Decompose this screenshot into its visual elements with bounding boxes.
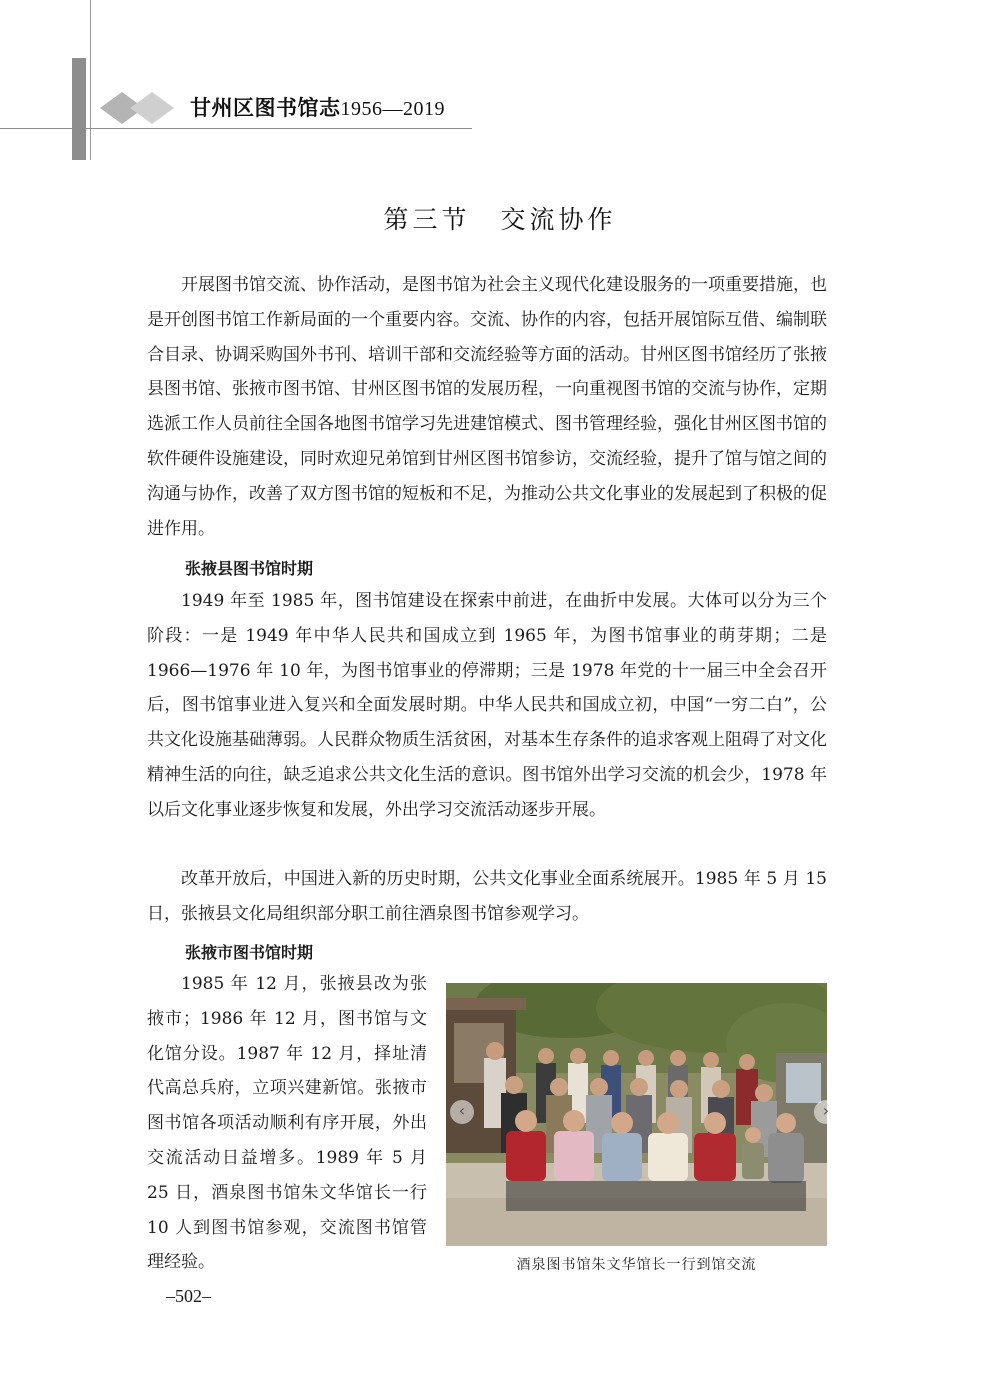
county-period-heading: 张掖县图书馆时期 (185, 559, 314, 578)
county-period-paragraph-1: 1949 年至 1985 年，图书馆建设在探索中前进，在曲折中发展。大体可以分为三个阶段：一是 1949 年中华人民共和国成立到 1965 年，为图书馆事业的萌芽期；二是 1966—1976 年 10 年，为图书馆事业的停滞期；三是 1978 年党的十一届三中全会召开后，图书馆事业进入复兴和全面发展时期。中华人民共和国成立初，中国“一穷二白”，公共文化设施基础薄弱。人民群众物质生活贫困，对基本生存条件的追求客观上阻碍了对文化精神生活的向往，缺乏追求公共文化生活的意识。图书馆外出学习交流的机会少，1978 年以后文化事业逐步恢复和发展，外出学习交流活动逐步开展。 (147, 591, 827, 820)
photo-caption: 酒泉图书馆朱文华馆长一行到馆交流 (516, 1257, 757, 1273)
page-number: –502– (166, 1286, 211, 1306)
header-vertical-rule (90, 0, 91, 160)
city-period-paragraph: 1985 年 12 月，张掖县改为张掖市；1986 年 12 月，图书馆与文化馆分设。1987 年 12 月，择址清代高总兵府，立项兴建新馆。张掖市图书馆各项活动顺利有序开展，外出交流活动日益增多。1989 年 5 月 25 日，酒泉图书馆朱文华馆长一行 10 人到图书馆参观，交流图书馆管理经验。 (147, 974, 427, 1273)
city-period-heading: 张掖市图书馆时期 (185, 943, 314, 962)
intro-paragraph: 开展图书馆交流、协作活动，是图书馆为社会主义现代化建设服务的一项重要措施，也是开创图书馆工作新局面的一个重要内容。交流、协作的内容，包括开展馆际互借、编制联合目录、协调采购国外书刊、培训干部和交流经验等方面的活动。甘州区图书馆经历了张掖县图书馆、张掖市图书馆、甘州区图书馆的发展历程，一向重视图书馆的交流与协作，定期选派工作人员前往全国各地图书馆学习先进建馆模式、图书管理经验，强化甘州区图书馆的软件硬件设施建设，同时欢迎兄弟馆到甘州区图书馆参访，交流经验，提升了馆与馆之间的沟通与协作，改善了双方图书馆的短板和不足，为推动公共文化事业的发展起到了积极的促进作用。 (147, 275, 827, 539)
group-photo-image (446, 983, 827, 1246)
county-period-paragraph-2: 改革开放后，中国进入新的历史时期，公共文化事业全面系统展开。1985 年 5 月 15 日，张掖县文化局组织部分职工前往酒泉图书馆参观学习。 (147, 869, 827, 924)
header-diamond-ornament (100, 90, 190, 126)
chevron-left-icon[interactable]: ‹ (450, 1100, 474, 1124)
chevron-right-icon[interactable]: › (814, 1100, 838, 1124)
header-gray-bar (72, 58, 86, 160)
section-number: 第三节 (383, 205, 471, 234)
header-horizontal-rule (0, 128, 472, 129)
group-photo (446, 983, 827, 1246)
section-name: 交流协作 (500, 205, 617, 234)
book-title-years: 1956—2019 (340, 98, 445, 120)
section-title (0, 200, 1000, 236)
book-title-text: 甘州区图书馆志 (190, 95, 341, 120)
book-title (190, 92, 445, 122)
